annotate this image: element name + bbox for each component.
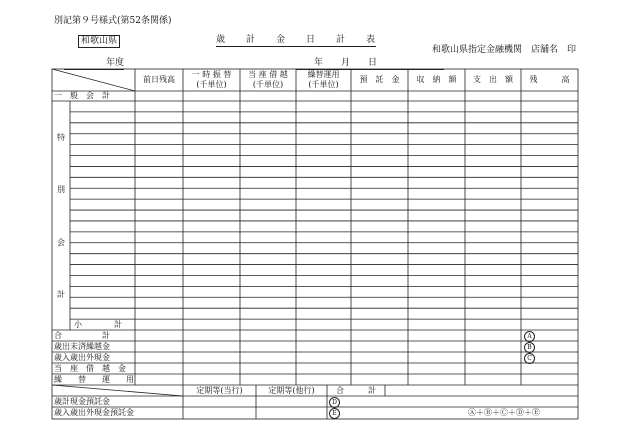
special-char-2: 別 [57,185,65,194]
marker-d [329,397,340,408]
marker-c-label: C [524,353,535,364]
col-borrow-label: 当 座 借 越 [248,70,288,79]
col-repay-unit: (千単位) [308,80,339,89]
year-label: 年度 [105,58,124,68]
special-char-1: 特 [57,133,65,142]
marker-a-label: A [524,331,535,342]
col-receipt: 収 納 額 [416,75,457,84]
row-carryover: 歳出未済繰越金 [54,342,110,351]
col-transfer-unit: (千単位) [196,80,227,89]
special-char-3: 会 [57,238,65,247]
marker-b-label: B [524,342,535,353]
col-deposit: 預 託 金 [359,75,400,84]
row-subtotal: 小 計 [74,320,122,329]
marker-d-label: D [329,397,340,408]
prefecture-box: 和歌山県 [78,35,120,48]
col-prev-balance: 前日残高 [143,75,175,84]
col-balance: 残 高 [529,75,570,84]
col-payment: 支 出 額 [473,75,513,84]
row-outside-cash: 歳入歳出外現金 [54,353,110,362]
col-repay [296,70,351,90]
sum-formula: Ⓐ＋Ⓑ＋Ⓒ＋Ⓓ＋Ⓔ [468,408,540,417]
row-general-account: 一 般 会 計 [54,91,110,100]
row-deposit-cash: 歳計現金預託金 [54,397,110,406]
bank-line: 和歌山県指定金融機関 店舗名 印 [432,45,577,55]
table-border [52,69,578,419]
date-label: 年 月 日 [314,58,378,68]
fixed-deposit-current: 定期等(当行) [196,386,243,395]
fixed-deposit-other: 定期等(他行) [268,386,315,395]
col-repay-label: 繰替運用 [307,70,340,79]
col-borrow-unit: (千単位) [252,80,284,89]
row-overdraft: 当 座 借 越 金 [54,364,126,373]
row-total: 合 計 [54,331,110,340]
marker-a [524,331,535,342]
marker-b [524,342,535,353]
marker-e-label: E [329,408,340,419]
row-repay-use: 繰 替 運 用 [54,375,134,384]
bottom-sum: 合 計 [336,386,376,395]
form-number: 別記第９号様式(第52条関係) [54,16,172,26]
col-transfer [183,70,240,90]
marker-e [329,408,340,419]
special-char-4: 計 [57,290,65,299]
col-transfer-label: 一 時 振 替 [191,70,232,79]
form-title: 歳 計 金 日 計 表 [216,35,377,45]
col-borrow [240,70,296,90]
row-outside-deposit: 歳入歳出外現金預託金 [54,408,134,417]
marker-c [524,353,535,364]
